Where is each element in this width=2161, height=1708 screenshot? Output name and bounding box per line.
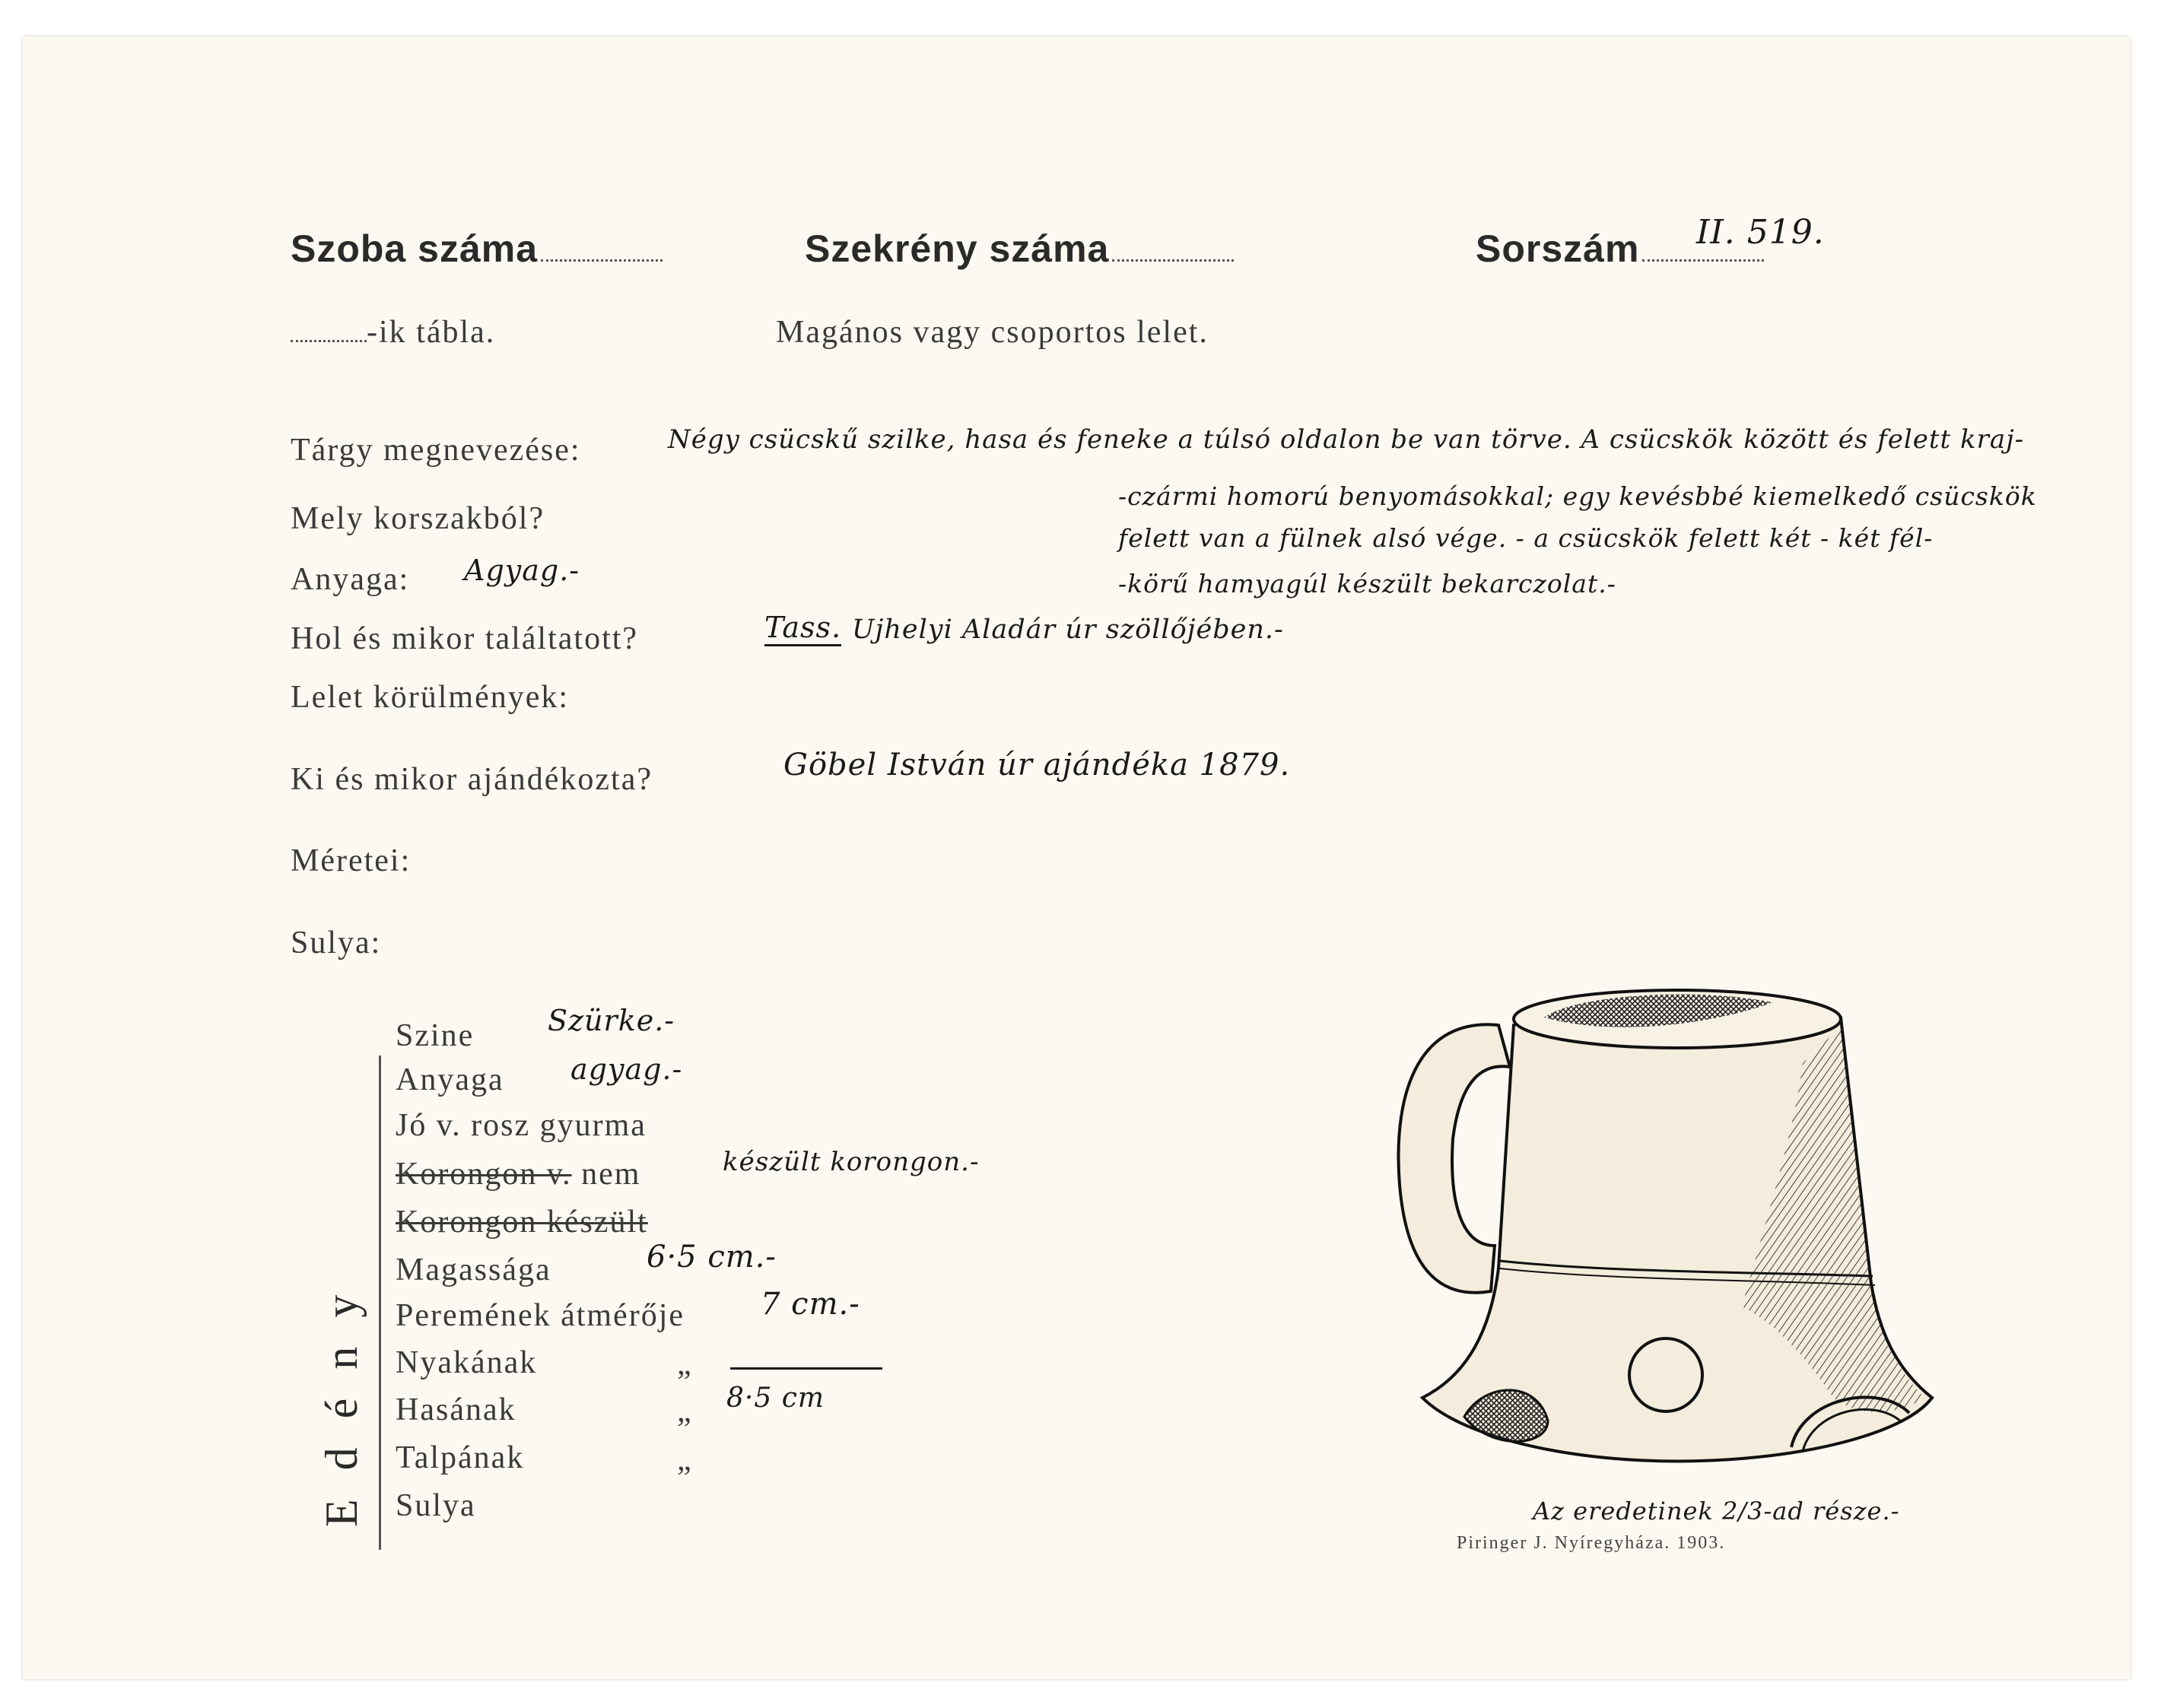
vessel-belly-value: 8·5 cm [726, 1383, 825, 1414]
material-label: Anyaga: [291, 562, 410, 597]
vessel-wheel-no-value: készült korongon.- [723, 1147, 980, 1177]
vessel-material-value: agyag.- [570, 1052, 683, 1086]
table-label: -ik tábla. [291, 314, 495, 351]
found-place: Tass. [764, 611, 841, 644]
vessel-rim-label: Peremének átmérője [396, 1298, 685, 1333]
vessel-bracket-line [379, 1056, 381, 1550]
vessel-color-value: Szürke.- [548, 1004, 675, 1037]
donor-label: Ki és mikor ajándékozta? [291, 762, 653, 797]
vessel-wheel-yes: Korongon készült [396, 1205, 648, 1240]
room-number-label: Szoba száma [291, 227, 663, 271]
vessel-weight-label: Sulya [396, 1488, 476, 1523]
vessel-belly-label: Hasának [396, 1392, 516, 1427]
vessel-color-label: Szine [396, 1018, 475, 1053]
vessel-material-label: Anyaga [396, 1062, 504, 1097]
period-label: Mely korszakból? [291, 501, 545, 536]
vessel-clay-label: Jó v. rosz gyurma [396, 1108, 647, 1143]
vessel-neck-label: Nyakának [396, 1345, 538, 1380]
cabinet-number-label: Szekrény száma [805, 227, 1234, 271]
donor-value: Göbel István úr ajándéka 1879. [783, 748, 1291, 783]
circumstances-label: Lelet körülmények: [291, 680, 570, 715]
vessel-wheel-no: Korongon v. nem [396, 1157, 641, 1192]
found-value: Ujhelyi Aladár úr szöllőjében.- [852, 614, 1284, 645]
object-name-label: Tárgy megnevezése: [291, 433, 581, 468]
vessel-foot-quote: „ [677, 1443, 693, 1478]
vessel-foot-label: Talpának [396, 1440, 525, 1475]
vessel-neck-dash [730, 1367, 882, 1370]
printer-imprint: Piringer J. Nyíregyháza. 1903. [1457, 1533, 1726, 1553]
record-sheet: Szoba száma Szekrény száma Sorszám II. 519. -ik tábla. Magános vagy csoportos lelet. Tárgy megnevezése: Négy csücskű szilke, hasa és feneke a túlsó oldalon be van törve. A csücskök között és felett kraj- -czármi homorú benyomásokkal; egy kevésbbé kiemelkedő csücskök felett van a fülnek alsó vége. - a csücskök felett két - két fél- -körű hamyagúl készült bekarczolat.- Mely korszakból? Anyaga: Agyag.- Hol és mikor találtatott? Tass. Ujhelyi Aladár úr szöllőjében.- Lelet körülmények: Ki és mikor ajándékozta? Göbel István úr ajándéka 1879. Méretei: Sulya: Edény Szine Szürke.- Anyaga agyag.- Jó v. rosz gyurma Korongon v. nem készült korongon.- Korongon készült Magassága 6·5 cm.- Peremének átmérője 7 cm.- Nyakának „ Hasának „ 8·5 cm Talpának „ Sulya Az eredetinek 2/3-ad része.- Piringer J. Nyíregyháza. 1903. [23, 37, 2130, 1679]
weight-label: Sulya: [291, 925, 382, 960]
serial-number-label: Sorszám [1476, 227, 1764, 271]
object-name-line4: -körű hamyagúl készült bekarczolat.- [1118, 569, 1616, 598]
object-name-line1: Négy csücskű szilke, hasa és feneke a túlsó oldalon be van törve. A csücskök között és felett kraj- [668, 424, 2025, 455]
material-value: Agyag.- [464, 554, 580, 587]
object-name-line3: felett van a fülnek alsó vége. - a csücskök felett két - két fél- [1118, 523, 1934, 553]
vessel-height-value: 6·5 cm.- [647, 1240, 777, 1275]
object-name-line2: -czármi homorú benyomásokkal; egy kevésbbé kiemelkedő csücskök [1118, 481, 2037, 511]
vessel-drawing [1377, 972, 1978, 1504]
illustration-caption: Az eredetinek 2/3-ad része.- [1533, 1497, 1900, 1525]
vessel-belly-quote: „ [677, 1394, 693, 1429]
vessel-rim-value: 7 cm.- [761, 1287, 860, 1322]
find-type-label: Magános vagy csoportos lelet. [776, 315, 1209, 350]
handle-shape [1399, 1024, 1510, 1293]
vessel-height-label: Magassága [396, 1252, 551, 1287]
vessel-neck-quote: „ [677, 1347, 693, 1382]
round-knob [1629, 1338, 1702, 1411]
serial-number-value: II. 519. [1696, 213, 1825, 252]
dimensions-label: Méretei: [291, 843, 412, 878]
found-label: Hol és mikor találtatott? [291, 621, 639, 656]
